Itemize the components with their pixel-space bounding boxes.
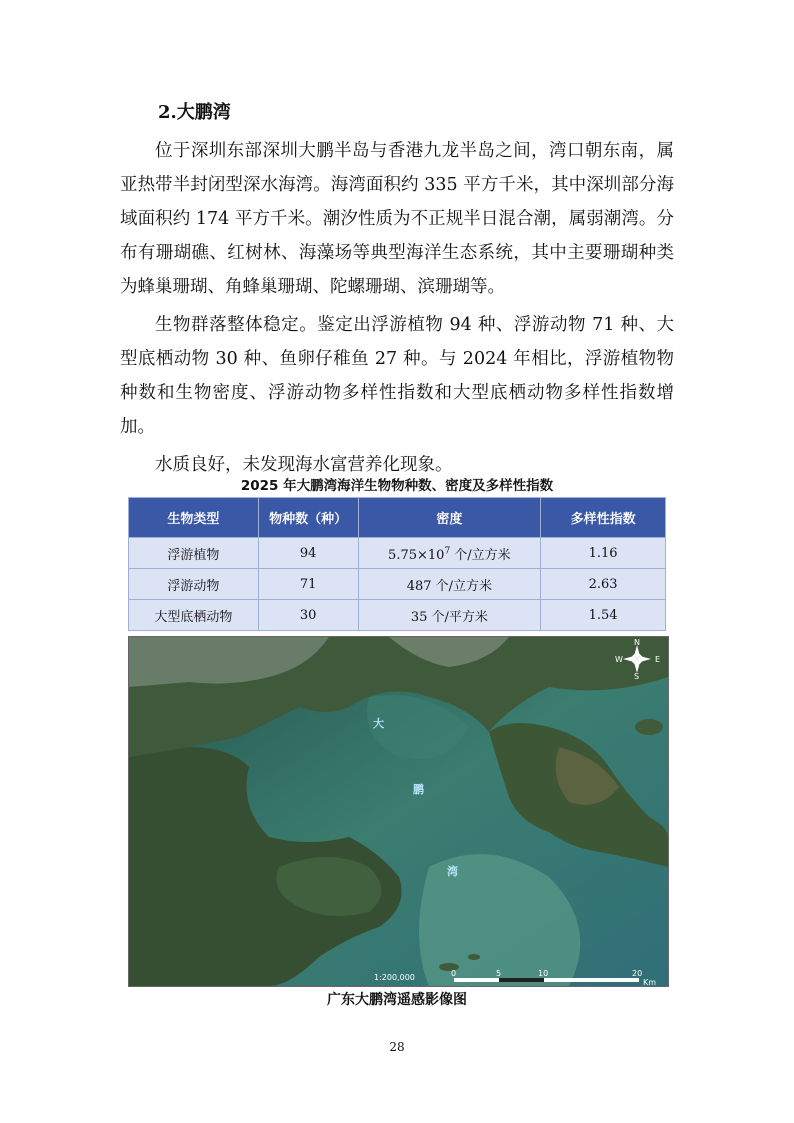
scale-tick: 0 (451, 969, 457, 978)
density-unit: 个/立方米 (431, 578, 493, 594)
scale-tick: 5 (496, 969, 502, 978)
cell-type: 浮游植物 (129, 538, 259, 569)
cell-type: 浮游动物 (129, 569, 259, 600)
island (468, 954, 480, 960)
scale-ratio: 1:200,000 (374, 973, 415, 982)
table-row (129, 538, 666, 569)
scale-tick: 20 (632, 969, 643, 978)
density-base: 35 (410, 609, 428, 625)
satellite-map (128, 636, 669, 987)
compass-north: N (634, 638, 640, 647)
map-image (129, 637, 668, 986)
compass-south: S (634, 672, 640, 681)
header-density: 密度 (358, 498, 541, 538)
density-base: 5.75×10 (388, 547, 445, 563)
density-unit: 个/平方米 (427, 609, 488, 625)
cell-diversity: 2.63 (541, 569, 666, 600)
bay-label-char: 湾 (447, 865, 458, 878)
density-unit: 个/立方米 (450, 547, 511, 563)
cell-diversity: 1.54 (541, 600, 666, 631)
paragraph-location: 位于深圳东部深圳大鹏半岛与香港九龙半岛之间，湾口朝东南，属亚热带半封闭型深水海湾。海湾面积约 335 平方千米，其中深圳部分海域面积约 174 平方千米。潮汐性质为不正规半日混合潮，属弱潮湾。分布有珊瑚礁、红树林、海藻场等典型海洋生态系统，其中主要珊瑚种类为蜂巢珊瑚、角蜂巢珊瑚、陀螺珊瑚、滨珊瑚等。 (120, 141, 674, 297)
page-number: 28 (389, 1040, 405, 1054)
cell-density (358, 538, 541, 569)
compass-west: W (615, 655, 623, 664)
bay-label-char: 鹏 (413, 783, 424, 796)
header-diversity: 多样性指数 (541, 498, 666, 538)
cell-density (358, 569, 541, 600)
scale-unit: Km (643, 978, 657, 986)
table-row (129, 569, 666, 600)
density-base: 487 (406, 578, 432, 594)
paragraph-water-quality: 水质良好，未发现海水富营养化现象。 (155, 455, 453, 475)
table-row (129, 600, 666, 631)
cell-diversity: 1.16 (541, 538, 666, 569)
cell-type: 大型底栖动物 (129, 600, 259, 631)
island (635, 719, 663, 735)
map-caption: 广东大鹏湾遥感影像图 (327, 992, 467, 1008)
header-species: 物种数（种） (258, 498, 358, 538)
paragraph-biology: 生物群落整体稳定。鉴定出浮游植物 94 种、浮游动物 71 种、大型底栖动物 30 种、鱼卵仔稚鱼 27 种。与 2024 年相比，浮游植物物种数和生物密度、浮游动物多样性指数和大型底栖动物多样性指数增加。 (120, 315, 674, 437)
table-header-row (129, 498, 666, 538)
cell-species: 94 (258, 538, 358, 569)
cell-density (358, 600, 541, 631)
scale-tick: 10 (538, 969, 549, 978)
cell-species: 30 (258, 600, 358, 631)
compass-east: E (655, 655, 661, 664)
density-exponent: 7 (444, 546, 451, 557)
header-type: 生物类型 (129, 498, 259, 538)
section-title: 2.大鹏湾 (158, 102, 231, 123)
bay-label-char: 大 (373, 717, 384, 730)
scale-bar (454, 978, 639, 982)
table-caption: 2025 年大鹏湾海洋生物物种数、密度及多样性指数 (240, 478, 554, 494)
biology-table (128, 497, 666, 631)
cell-species: 71 (258, 569, 358, 600)
